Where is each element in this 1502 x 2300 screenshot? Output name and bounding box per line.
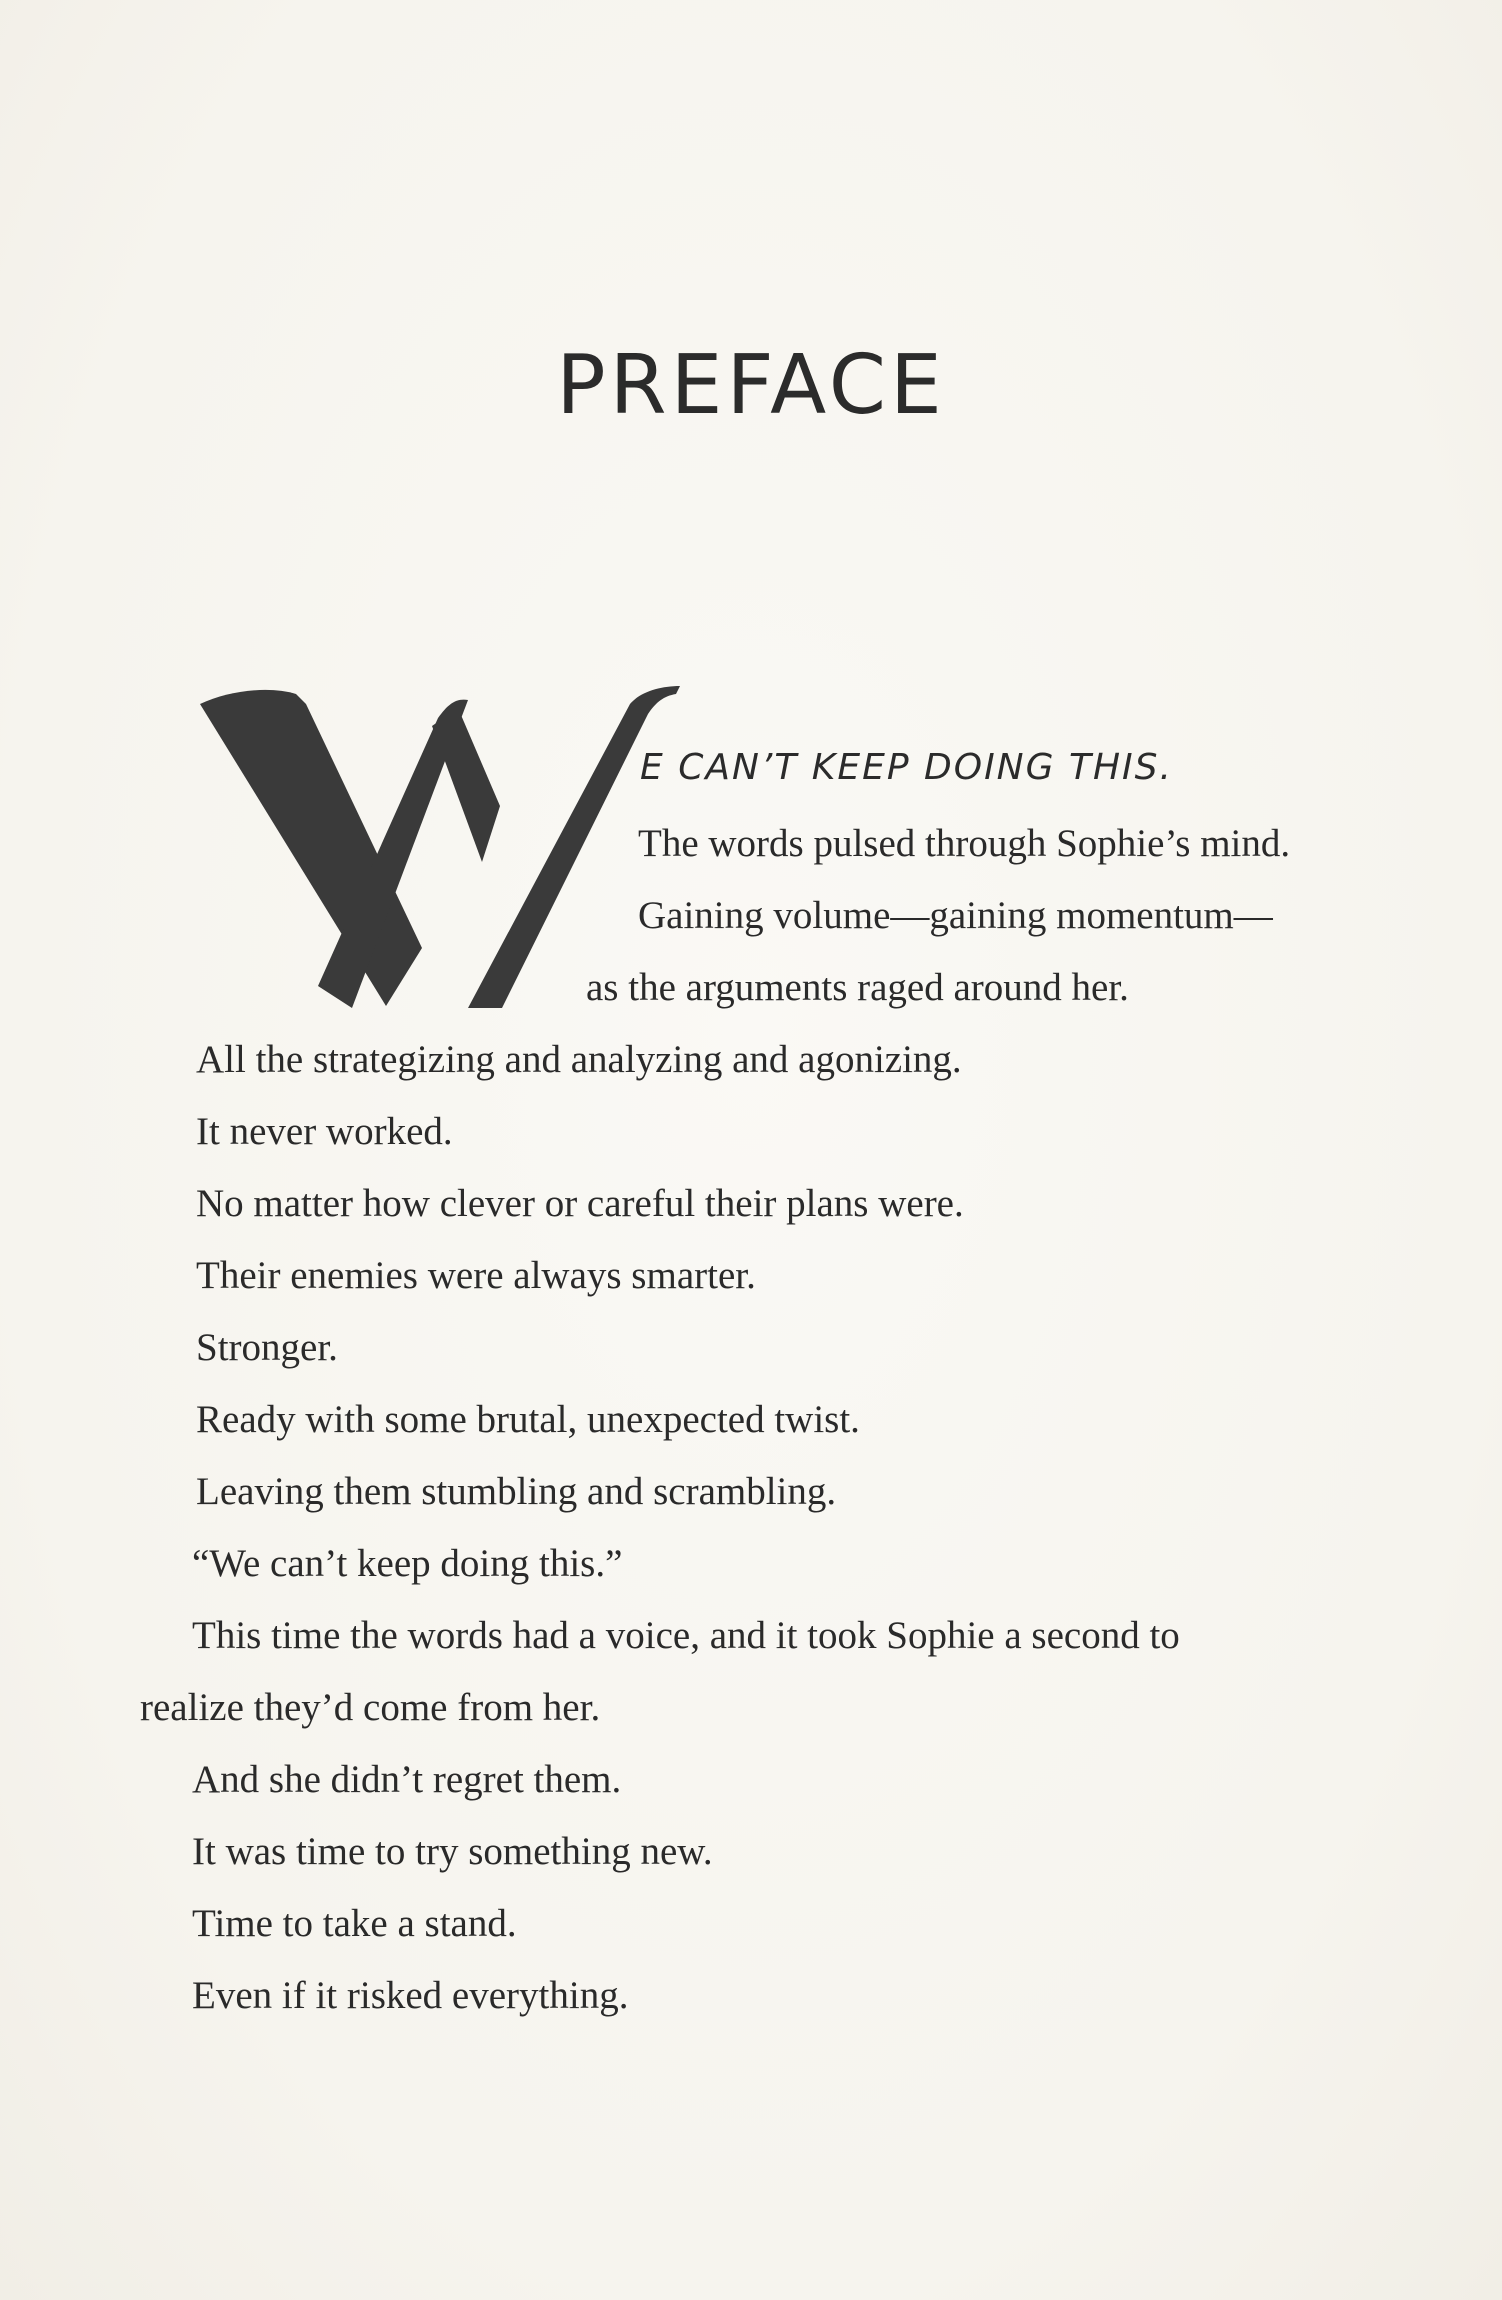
- body-line: And she didn’t regret them.: [192, 1758, 622, 1801]
- body-line: Leaving them stumbling and scrambling.: [196, 1470, 837, 1513]
- body-line: Ready with some brutal, unexpected twist.: [196, 1398, 860, 1441]
- body-line: No matter how clever or careful their plans were.: [196, 1182, 964, 1225]
- body-line: as the arguments raged around her.: [586, 966, 1129, 1009]
- lead-in-text: E CAN’T KEEP DOING THIS.: [640, 747, 1173, 788]
- body-line: Even if it risked everything.: [192, 1974, 629, 2017]
- body-line: Stronger.: [196, 1326, 338, 1369]
- body-line: Time to take a stand.: [192, 1902, 517, 1945]
- body-line: “We can’t keep doing this.”: [192, 1542, 623, 1585]
- body-line: Gaining volume—gaining momentum—: [638, 894, 1273, 937]
- body-line: realize they’d come from her.: [140, 1686, 601, 1729]
- body-line: It never worked.: [196, 1110, 453, 1153]
- body-line: This time the words had a voice, and it took Sophie a second to: [192, 1614, 1180, 1657]
- chapter-heading: PREFACE: [556, 338, 946, 433]
- body-line: It was time to try something new.: [192, 1830, 713, 1873]
- body-line: The words pulsed through Sophie’s mind.: [638, 822, 1291, 865]
- body-line: Their enemies were always smarter.: [196, 1254, 756, 1297]
- body-line: All the strategizing and analyzing and agonizing.: [196, 1038, 962, 1081]
- drop-cap-w: [200, 686, 680, 1008]
